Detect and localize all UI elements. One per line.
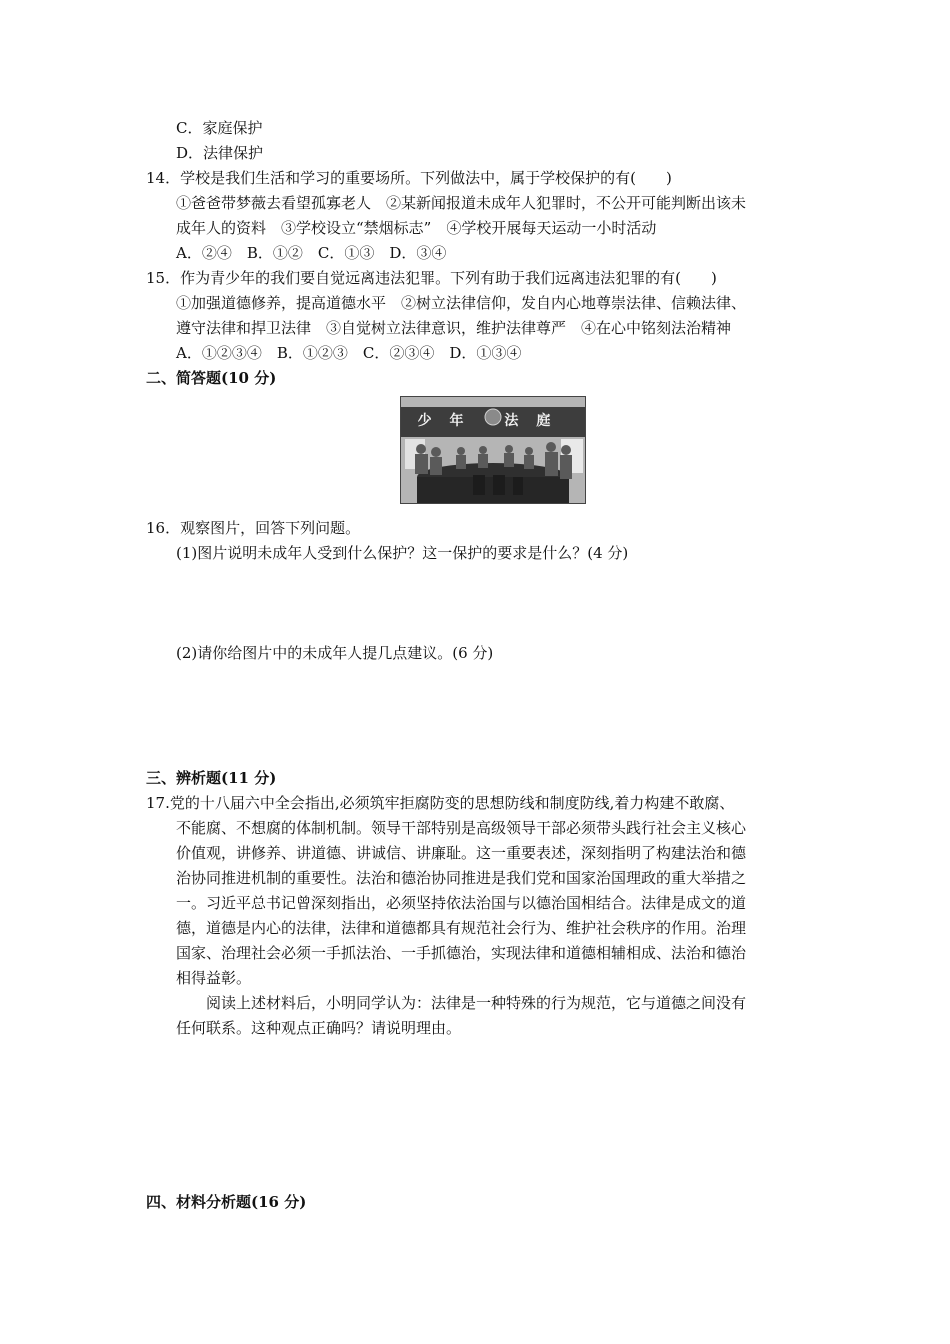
q17-text-line: 治协同推进机制的重要性。法治和德治协同推进是我们党和国家治国理政的重大举措之 [176, 869, 747, 887]
q13-option-d: D．法律保护 [176, 144, 264, 162]
q17-text-line: 一。习近平总书记曾深刻指出，必须坚持依法治国与以德治国相结合。法律是成文的道 [176, 894, 747, 912]
q14-statements-line1: ①爸爸带梦薇去看望孤寡老人 ②某新闻报道未成年人犯罪时，不公开可能判断出该未 [176, 194, 747, 212]
q17-text-line: 17.党的十八届六中全会指出,必须筑牢拒腐防变的思想防线和制度防线,着力构建不敢腐、 [146, 794, 735, 812]
q16-subquestion-2: (2)请你给图片中的未成年人提几点建议。(6 分) [176, 644, 494, 662]
q16-stem: 16．观察图片，回答下列问题。 [146, 519, 361, 537]
photo-banner-text: 少年 法庭 [417, 413, 569, 429]
section2-heading: 二、简答题(10 分) [146, 369, 277, 387]
q15-statements-line1: ①加强道德修养，提高道德水平 ②树立法律信仰，发自内心地尊崇法律、信赖法律、 [176, 294, 747, 312]
q17-text-line: 不能腐、不想腐的体制机制。领导干部特别是高级领导干部必须带头践行社会主义核心 [176, 819, 747, 837]
q13-option-c: C．家庭保护 [176, 119, 263, 137]
q17-text-line: 相得益彰。 [176, 969, 252, 987]
q17-text-line: 价值观，讲修养、讲道德、讲诚信、讲廉耻。这一重要表述，深刻指明了构建法治和德 [176, 844, 747, 862]
q17-text-line: 国家、治理社会必须一手抓法治、一手抓德治，实现法律和道德相辅相成、法治和德治 [176, 944, 747, 962]
q17-prompt-line1: 阅读上述材料后，小明同学认为：法律是一种特殊的行为规范，它与道德之间没有 [176, 994, 747, 1012]
q14-statements-line2: 成年人的资料 ③学校设立“禁烟标志” ④学校开展每天运动一小时活动 [176, 219, 657, 237]
q15-stem: 15．作为青少年的我们要自觉远离违法犯罪。下列有助于我们远离违法犯罪的有( ) [146, 269, 717, 287]
q17-prompt-line2: 任何联系。这种观点正确吗？请说明理由。 [176, 1019, 462, 1037]
q14-options: A．②④ B．①② C．①③ D．③④ [176, 244, 447, 262]
q15-statements-line2: 遵守法律和捍卫法律 ③自觉树立法律意识，维护法律尊严 ④在心中铭刻法治精神 [176, 319, 732, 337]
section3-heading: 三、辨析题(11 分) [146, 769, 277, 787]
q14-stem: 14．学校是我们生活和学习的重要场所。下列做法中，属于学校保护的有( ) [146, 169, 672, 187]
q17-text-line: 德，道德是内心的法律，法律和道德都具有规范社会行为、维护社会秩序的作用。治理 [176, 919, 747, 937]
juvenile-court-photo [400, 396, 586, 504]
q16-subquestion-1: (1)图片说明未成年人受到什么保护？这一保护的要求是什么？(4 分) [176, 544, 629, 562]
q15-options: A．①②③④ B．①②③ C．②③④ D．①③④ [176, 344, 522, 362]
section4-heading: 四、材料分析题(16 分) [146, 1193, 307, 1211]
